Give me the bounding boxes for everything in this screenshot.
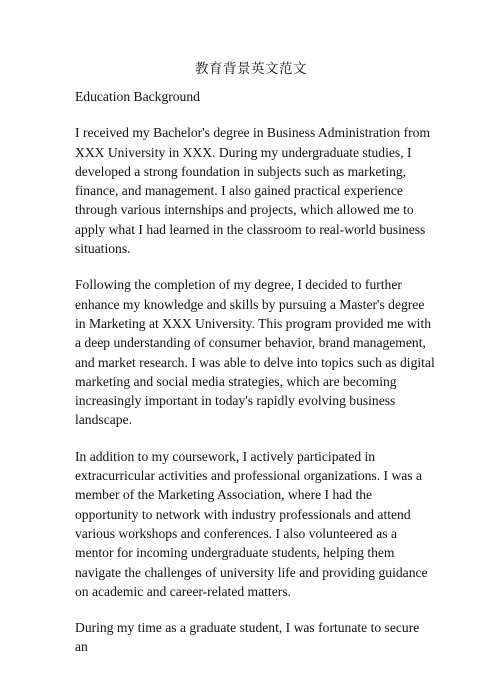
document-title: 教育背景英文范文 — [195, 61, 307, 76]
paragraph-undergraduate: I received my Bachelor's degree in Business Administration from XXX University in XXX. During my undergraduate studies, I developed a strong foundation in subjects such as marketing, finance, and management. I also gained practical experience through various internships and projects, which allowed me to apply what I had learned in the classroom to real-world business situations. — [75, 125, 431, 257]
section-heading: Education Background — [75, 89, 200, 104]
paragraph-masters: Following the completion of my degree, I decided to further enhance my knowledge and skills by pursuing a Master's degree in Marketing at XXX University. This program provided me with a deep understanding of consumer behavior, brand management, and market research. I was able to delve into topics such as digital marketing and social media strategies, which are becoming increasingly important in today's rapidly evolving business landscape. — [75, 277, 435, 428]
paragraph-graduate: During my time as a graduate student, I was fortunate to secure an — [75, 620, 420, 655]
document-body — [75, 87, 435, 674]
paragraph-extracurricular: In addition to my coursework, I actively participated in extracurricular activities and professional organizations. I was a member of the Marketing Association, where I had the opportunity to network with industry professionals and attend various workshops and conferences. I also volunteered as a mentor for incoming undergraduate students, helping them navigate the challenges of university life and providing guidance on academic and career-related matters. — [75, 448, 428, 599]
